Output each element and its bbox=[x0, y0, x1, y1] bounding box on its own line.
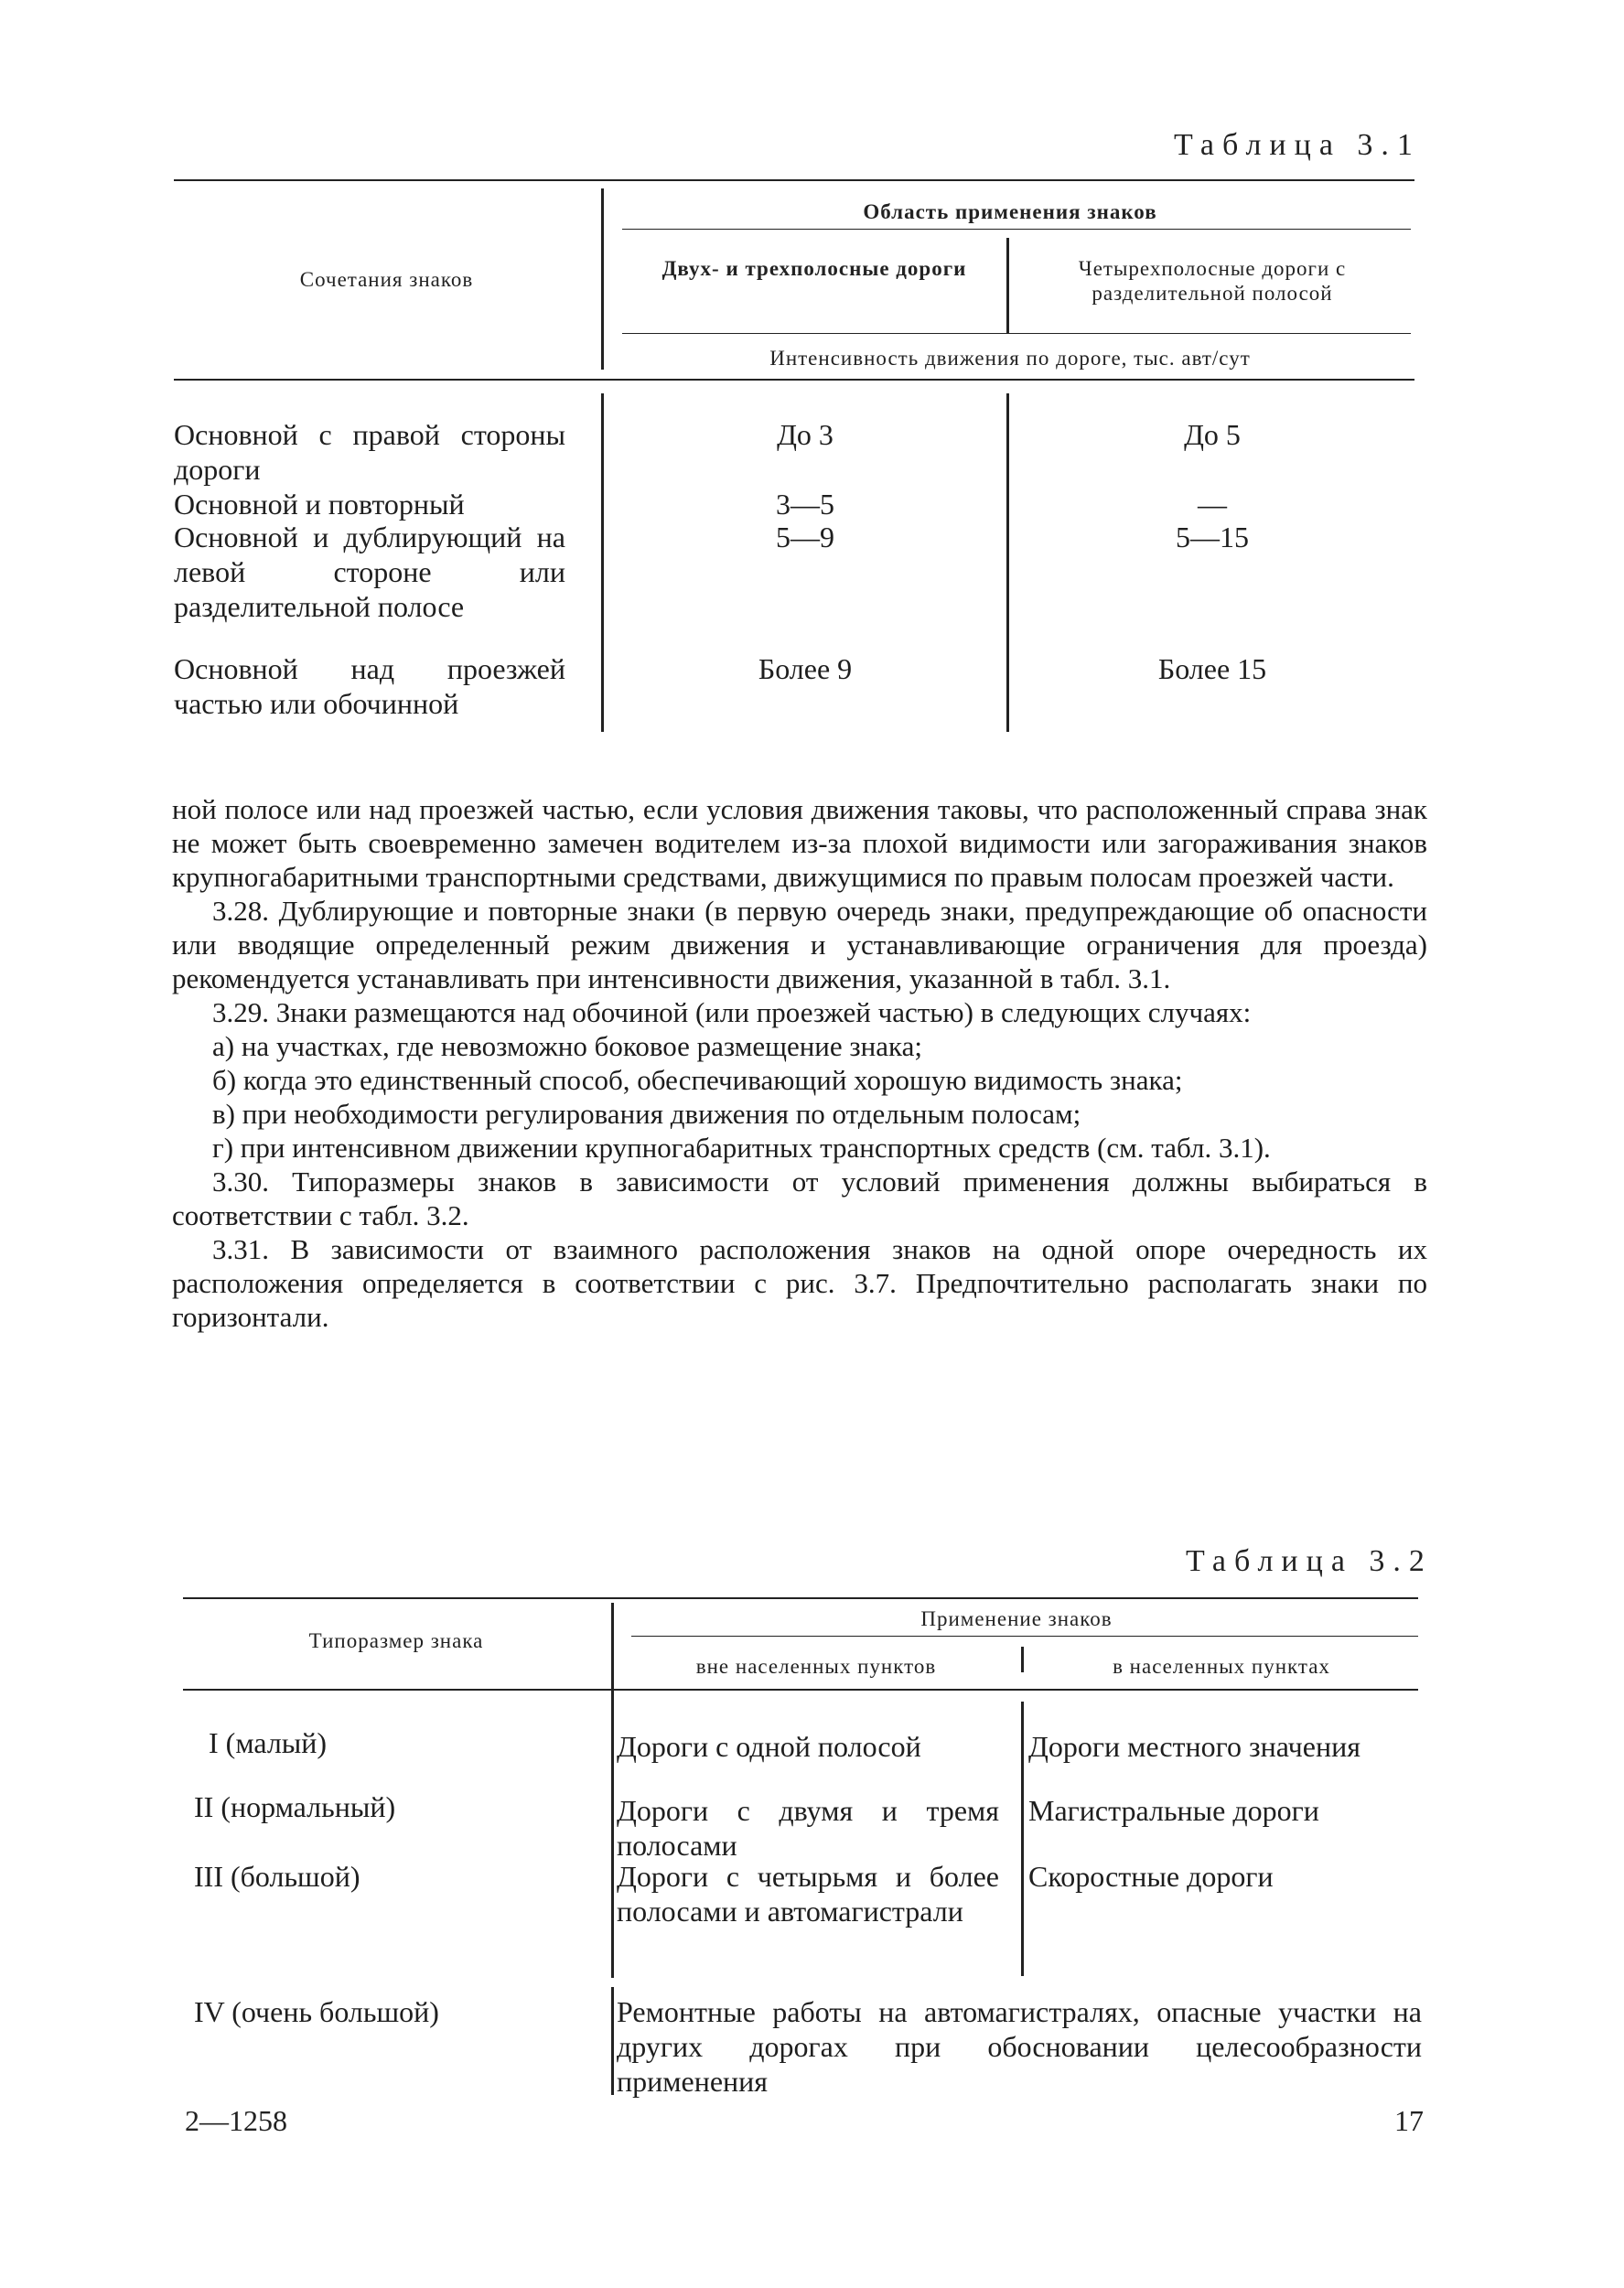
table1-row4-two-three: Более 9 bbox=[758, 652, 853, 685]
table2-row2-size: II (нормальный) bbox=[194, 1790, 396, 1823]
table2-header-outside: вне населенных пунктов bbox=[695, 1655, 937, 1678]
table2-row1-outside: Дороги с одной полосой bbox=[617, 1730, 921, 1763]
table1-row4-label: Основной над проезжей частью или обочинной bbox=[174, 652, 565, 720]
table1-scope-rule bbox=[622, 229, 1411, 230]
table1-header-divider bbox=[601, 188, 604, 370]
table1-row2-four: — bbox=[1198, 488, 1227, 521]
table1-body-divider-2 bbox=[1006, 393, 1009, 732]
table1-subheader-divider bbox=[1006, 238, 1009, 333]
table1-header-bottom-rule bbox=[174, 379, 1414, 381]
table2-subheader-divider bbox=[1021, 1647, 1024, 1672]
body-text bbox=[172, 792, 1427, 1334]
paragraph-3-30: 3.30. Типоразмеры знаков в зависимости от условий применения должны выбираться в соответствии с табл. 3.2. bbox=[172, 1165, 1427, 1231]
table2-row1-inside: Дороги местного значения bbox=[1028, 1730, 1361, 1763]
table1-header-combination: Сочетания знаков bbox=[299, 268, 474, 291]
list-item-a: а) на участках, где невозможно боковое размещение знака; bbox=[212, 1030, 922, 1062]
list-item-v: в) при необходимости регулирования движения по отдельным полосам; bbox=[212, 1098, 1081, 1130]
table2-row2-inside: Магистральные дороги bbox=[1028, 1794, 1319, 1827]
table1-top-rule bbox=[174, 179, 1414, 181]
table1-header-scope: Область применения знаков bbox=[863, 200, 1157, 223]
table1-row1-label: Основной с правой стороны дороги bbox=[174, 418, 565, 486]
table1-header-intensity: Интенсивность движения по дороге, тыс. авт/сут bbox=[769, 347, 1251, 370]
table2-header-inside: в населенных пунктах bbox=[1113, 1655, 1330, 1678]
table2-row1-size: I (малый) bbox=[209, 1726, 328, 1759]
paragraph-3-29: 3.29. Знаки размещаются над обочиной (или проезжей частью) в следующих случаях: bbox=[212, 996, 1252, 1028]
table2-row3-size: III (большой) bbox=[194, 1860, 360, 1893]
table2-usage-rule bbox=[631, 1636, 1418, 1637]
table2-header-size: Типоразмер знака bbox=[308, 1629, 484, 1652]
paragraph-3-28: 3.28. Дублирующие и повторные знаки (в первую очередь знаки, предупреждающие об опасности или вводящие определенный режим движения и устанавливающие ограничения для проезда) рекомендуется устанавливать при интенсивности движения, указанной в табл. 3.1. bbox=[172, 895, 1427, 994]
table1-intensity-rule bbox=[622, 333, 1411, 334]
page-number: 17 bbox=[1394, 2104, 1424, 2137]
table1-row4-four: Более 15 bbox=[1157, 652, 1267, 685]
table1-body-divider-1 bbox=[601, 393, 604, 732]
table2-header-usage: Применение знаков bbox=[920, 1607, 1113, 1630]
list-item-b: б) когда это единственный способ, обеспечивающий хорошую видимость знака; bbox=[212, 1064, 1183, 1096]
table1-caption: Таблица 3.1 bbox=[1174, 128, 1421, 162]
table2-row3-outside: Дороги с четырьмя и более полосами и автомагистрали bbox=[617, 1860, 999, 1928]
signature-mark: 2—1258 bbox=[185, 2104, 287, 2137]
table2-caption: Таблица 3.2 bbox=[1186, 1544, 1433, 1578]
table1-row1-four: До 5 bbox=[1184, 418, 1241, 451]
table1-header-four: Четырехполосные дороги с разделительной полосой bbox=[1078, 257, 1347, 305]
paragraph-continuation: ной полосе или над проезжей частью, если условия движения таковы, что расположенный справа знак не может быть своевременно замечен водителем из-за плохой видимости или загораживания знаков крупногабаритными транспортными средствами, движущимися по правым полосам проезжей части. bbox=[172, 793, 1427, 893]
table1-row2-two-three: 3—5 bbox=[776, 488, 834, 521]
table2-last-row-divider bbox=[611, 1987, 614, 2095]
table2-row4-merged: Ремонтные работы на автомагистралях, опасные участки на других дорогах при обосновании целесообразности применения bbox=[617, 1995, 1422, 2098]
table2-row2-outside: Дороги с двумя и тремя полосами bbox=[617, 1794, 999, 1862]
table2-body-divider bbox=[1021, 1702, 1024, 1976]
table1-row3-four: 5—15 bbox=[1176, 521, 1249, 553]
table2-header-bottom-rule bbox=[183, 1689, 1418, 1691]
table2-top-rule bbox=[183, 1597, 1418, 1599]
table2-row3-inside: Скоростные дороги bbox=[1028, 1860, 1274, 1893]
paragraph-3-31: 3.31. В зависимости от взаимного расположения знаков на одной опоре очередность их расположения определяется в соответствии с рис. 3.7. Предпочтительно располагать знаки по горизонтали. bbox=[172, 1233, 1427, 1333]
table2-main-divider bbox=[611, 1603, 614, 1978]
table1-header-two-three: Двух- и трехполосные дороги bbox=[661, 257, 967, 280]
table2-row4-size: IV (очень большой) bbox=[194, 1995, 439, 2028]
table1-row2-label: Основной и повторный bbox=[174, 488, 465, 521]
table1-row3-label: Основной и дублирующий на левой стороне или разделительной полосе bbox=[174, 521, 565, 623]
list-item-g: г) при интенсивном движении крупногабаритных транспортных средств (см. табл. 3.1). bbox=[212, 1132, 1271, 1164]
table1-row3-two-three: 5—9 bbox=[776, 521, 834, 553]
table1-row1-two-three: До 3 bbox=[777, 418, 834, 451]
